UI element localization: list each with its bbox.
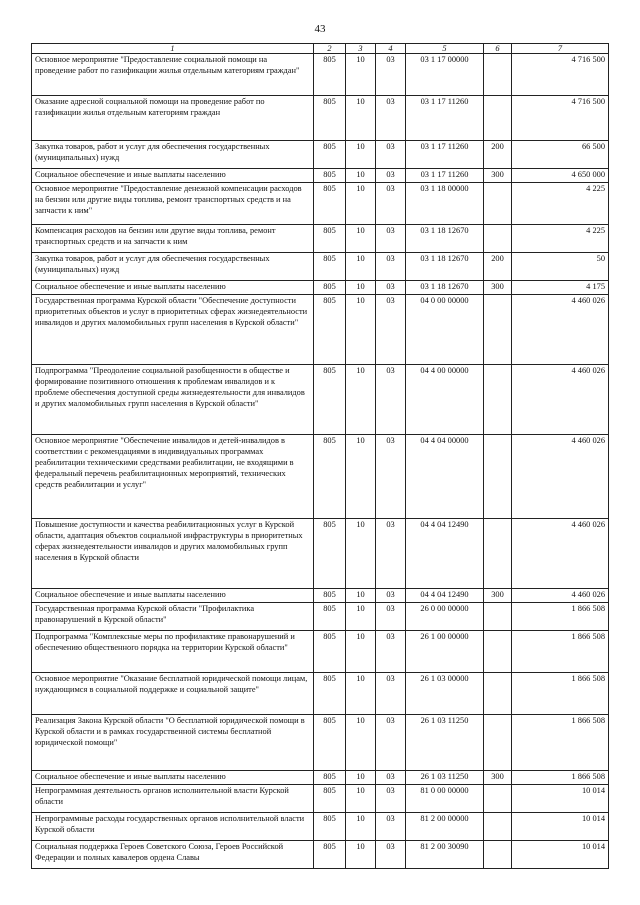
expense-type-cell (484, 785, 512, 813)
chapter-code-cell: 805 (314, 603, 346, 631)
expense-type-cell: 200 (484, 141, 512, 169)
section-code-cell: 10 (346, 589, 376, 603)
section-code-cell: 10 (346, 141, 376, 169)
amount-cell: 1 866 508 (512, 603, 609, 631)
subsection-code-cell: 03 (376, 169, 406, 183)
row-name-cell: Социальное обеспечение и иные выплаты населению (32, 169, 314, 183)
subsection-code-cell: 03 (376, 225, 406, 253)
section-code-cell: 10 (346, 295, 376, 365)
target-article-cell: 81 2 00 00000 (406, 813, 484, 841)
chapter-code-cell: 805 (314, 281, 346, 295)
target-article-cell: 03 1 17 00000 (406, 54, 484, 96)
row-name-cell: Государственная программа Курской области "Обеспечение доступности приоритетных объектов и услуг в приоритетных сферах жизнедеятельности инвалидов и других маломобильных групп населения в Курской области" (32, 295, 314, 365)
expense-type-cell: 300 (484, 771, 512, 785)
target-article-cell: 03 1 18 12670 (406, 225, 484, 253)
section-code-cell: 10 (346, 603, 376, 631)
chapter-code-cell: 805 (314, 54, 346, 96)
amount-cell: 4 175 (512, 281, 609, 295)
subsection-code-cell: 03 (376, 813, 406, 841)
table-row (32, 225, 609, 253)
row-name-cell: Компенсация расходов на бензин или другие виды топлива, ремонт транспортных средств и на запчасти к ним (32, 225, 314, 253)
chapter-code-cell: 805 (314, 813, 346, 841)
section-code-cell: 10 (346, 631, 376, 673)
page-number: 43 (314, 23, 326, 35)
chapter-code-cell: 805 (314, 225, 346, 253)
row-name-cell: Закупка товаров, работ и услуг для обеспечения государственных (муниципальных) нужд (32, 141, 314, 169)
budget-table (31, 43, 609, 869)
column-header: 7 (512, 44, 609, 54)
amount-cell: 4 716 500 (512, 54, 609, 96)
column-header: 2 (314, 44, 346, 54)
expense-type-cell (484, 365, 512, 435)
amount-cell: 1 866 508 (512, 631, 609, 673)
table-row (32, 295, 609, 365)
table-row (32, 841, 609, 869)
chapter-code-cell: 805 (314, 169, 346, 183)
target-article-cell: 03 1 17 11260 (406, 169, 484, 183)
expense-type-cell: 300 (484, 169, 512, 183)
expense-type-cell (484, 813, 512, 841)
row-name-cell: Повышение доступности и качества реабилитационных услуг в Курской области, адаптация объектов социальной инфраструктуры в приоритетных сферах жизнедеятельности инвалидов и других маломобильных групп населения в Курской области (32, 519, 314, 589)
chapter-code-cell: 805 (314, 295, 346, 365)
subsection-code-cell: 03 (376, 603, 406, 631)
section-code-cell: 10 (346, 183, 376, 225)
target-article-cell: 26 0 00 00000 (406, 603, 484, 631)
row-name-cell: Реализация Закона Курской области "О бесплатной юридической помощи в Курской области и в рамках государственной системы бесплатной юридической помощи" (32, 715, 314, 771)
row-name-cell: Основное мероприятие "Обеспечение инвалидов и детей-инвалидов в соответствии с рекомендациями в индивидуальных программах реабилитации техническими средствами реабилитации, не входящими в федеральный перечень реабилитационных мероприятий, технических средств реабилитации и услуг" (32, 435, 314, 519)
subsection-code-cell: 03 (376, 841, 406, 869)
chapter-code-cell: 805 (314, 589, 346, 603)
target-article-cell: 81 2 00 30090 (406, 841, 484, 869)
table-row (32, 785, 609, 813)
target-article-cell: 03 1 18 00000 (406, 183, 484, 225)
section-code-cell: 10 (346, 813, 376, 841)
subsection-code-cell: 03 (376, 365, 406, 435)
target-article-cell: 26 1 00 00000 (406, 631, 484, 673)
section-code-cell: 10 (346, 435, 376, 519)
table-row (32, 771, 609, 785)
chapter-code-cell: 805 (314, 715, 346, 771)
target-article-cell: 03 1 17 11260 (406, 141, 484, 169)
chapter-code-cell: 805 (314, 519, 346, 589)
expense-type-cell (484, 673, 512, 715)
target-article-cell: 04 4 04 12490 (406, 519, 484, 589)
section-code-cell: 10 (346, 841, 376, 869)
table-row (32, 715, 609, 771)
row-name-cell: Основное мероприятие "Оказание бесплатной юридической помощи лицам, нуждающимся в социальной поддержке и социальной защите" (32, 673, 314, 715)
amount-cell: 4 460 026 (512, 365, 609, 435)
amount-cell: 4 225 (512, 183, 609, 225)
section-code-cell: 10 (346, 673, 376, 715)
chapter-code-cell: 805 (314, 631, 346, 673)
subsection-code-cell: 03 (376, 785, 406, 813)
table-row (32, 96, 609, 141)
amount-cell: 1 866 508 (512, 771, 609, 785)
subsection-code-cell: 03 (376, 589, 406, 603)
amount-cell: 1 866 508 (512, 715, 609, 771)
table-row (32, 365, 609, 435)
row-name-cell: Государственная программа Курской области "Профилактика правонарушений в Курской области" (32, 603, 314, 631)
row-name-cell: Социальное обеспечение и иные выплаты населению (32, 771, 314, 785)
table-row (32, 813, 609, 841)
subsection-code-cell: 03 (376, 435, 406, 519)
amount-cell: 4 225 (512, 225, 609, 253)
subsection-code-cell: 03 (376, 141, 406, 169)
subsection-code-cell: 03 (376, 183, 406, 225)
target-article-cell: 03 1 18 12670 (406, 253, 484, 281)
row-name-cell: Социальное обеспечение и иные выплаты населению (32, 281, 314, 295)
amount-cell: 4 460 026 (512, 435, 609, 519)
section-code-cell: 10 (346, 281, 376, 295)
row-name-cell: Основное мероприятие "Предоставление денежной компенсации расходов на бензин или другие виды топлива, ремонт транспортных средств и на запчасти к ним" (32, 183, 314, 225)
subsection-code-cell: 03 (376, 253, 406, 281)
amount-cell: 50 (512, 253, 609, 281)
target-article-cell: 03 1 17 11260 (406, 96, 484, 141)
row-name-cell: Подпрограмма "Преодоление социальной разобщенности в обществе и формирование позитивного отношения к проблемам инвалидов и к проблеме обеспечения доступной среды жизнедеятельности для инвалидов и других маломобильных групп населения в Курской области" (32, 365, 314, 435)
expense-type-cell (484, 519, 512, 589)
section-code-cell: 10 (346, 54, 376, 96)
chapter-code-cell: 805 (314, 96, 346, 141)
amount-cell: 10 014 (512, 841, 609, 869)
column-header: 3 (346, 44, 376, 54)
column-header: 4 (376, 44, 406, 54)
amount-cell: 1 866 508 (512, 673, 609, 715)
subsection-code-cell: 03 (376, 295, 406, 365)
section-code-cell: 10 (346, 169, 376, 183)
table-row (32, 435, 609, 519)
expense-type-cell: 300 (484, 589, 512, 603)
subsection-code-cell: 03 (376, 631, 406, 673)
expense-type-cell (484, 435, 512, 519)
target-article-cell: 04 0 00 00000 (406, 295, 484, 365)
expense-type-cell (484, 603, 512, 631)
expense-type-cell (484, 841, 512, 869)
table-row (32, 603, 609, 631)
target-article-cell: 81 0 00 00000 (406, 785, 484, 813)
target-article-cell: 26 1 03 00000 (406, 673, 484, 715)
subsection-code-cell: 03 (376, 715, 406, 771)
target-article-cell: 03 1 18 12670 (406, 281, 484, 295)
table-row (32, 54, 609, 96)
row-name-cell: Подпрограмма "Комплексные меры по профилактике правонарушений и обеспечению общественного порядка на территории Курской области" (32, 631, 314, 673)
table-row (32, 253, 609, 281)
amount-cell: 10 014 (512, 813, 609, 841)
expense-type-cell: 200 (484, 253, 512, 281)
table-row (32, 673, 609, 715)
chapter-code-cell: 805 (314, 365, 346, 435)
chapter-code-cell: 805 (314, 141, 346, 169)
table-row (32, 169, 609, 183)
subsection-code-cell: 03 (376, 281, 406, 295)
amount-cell: 4 460 026 (512, 589, 609, 603)
column-header: 6 (484, 44, 512, 54)
section-code-cell: 10 (346, 519, 376, 589)
chapter-code-cell: 805 (314, 673, 346, 715)
table-header-row (32, 44, 609, 54)
section-code-cell: 10 (346, 253, 376, 281)
table-row (32, 589, 609, 603)
expense-type-cell (484, 96, 512, 141)
chapter-code-cell: 805 (314, 841, 346, 869)
expense-type-cell (484, 295, 512, 365)
column-header: 5 (406, 44, 484, 54)
row-name-cell: Непрограммная деятельность органов исполнительной власти Курской области (32, 785, 314, 813)
amount-cell: 66 500 (512, 141, 609, 169)
expense-type-cell (484, 54, 512, 96)
row-name-cell: Закупка товаров, работ и услуг для обеспечения государственных (муниципальных) нужд (32, 253, 314, 281)
subsection-code-cell: 03 (376, 96, 406, 141)
row-name-cell: Основное мероприятие "Предоставление социальной помощи на проведение работ по газификации жилья отдельным категориям граждан" (32, 54, 314, 96)
amount-cell: 4 650 000 (512, 169, 609, 183)
table-row (32, 141, 609, 169)
amount-cell: 4 716 500 (512, 96, 609, 141)
section-code-cell: 10 (346, 771, 376, 785)
subsection-code-cell: 03 (376, 771, 406, 785)
table-row (32, 519, 609, 589)
table-row (32, 281, 609, 295)
expense-type-cell (484, 631, 512, 673)
target-article-cell: 26 1 03 11250 (406, 771, 484, 785)
section-code-cell: 10 (346, 785, 376, 813)
table-row (32, 183, 609, 225)
subsection-code-cell: 03 (376, 673, 406, 715)
chapter-code-cell: 805 (314, 183, 346, 225)
section-code-cell: 10 (346, 96, 376, 141)
expense-type-cell (484, 715, 512, 771)
section-code-cell: 10 (346, 365, 376, 435)
chapter-code-cell: 805 (314, 771, 346, 785)
amount-cell: 4 460 026 (512, 295, 609, 365)
expense-type-cell (484, 225, 512, 253)
amount-cell: 10 014 (512, 785, 609, 813)
subsection-code-cell: 03 (376, 54, 406, 96)
table-row (32, 631, 609, 673)
chapter-code-cell: 805 (314, 435, 346, 519)
expense-type-cell (484, 183, 512, 225)
target-article-cell: 04 4 04 00000 (406, 435, 484, 519)
row-name-cell: Социальная поддержка Героев Советского Союза, Героев Российской Федерации и полных кавалеров ордена Славы (32, 841, 314, 869)
expense-type-cell: 300 (484, 281, 512, 295)
target-article-cell: 04 4 00 00000 (406, 365, 484, 435)
target-article-cell: 26 1 03 11250 (406, 715, 484, 771)
subsection-code-cell: 03 (376, 519, 406, 589)
row-name-cell: Социальное обеспечение и иные выплаты населению (32, 589, 314, 603)
section-code-cell: 10 (346, 225, 376, 253)
column-header: 1 (32, 44, 314, 54)
chapter-code-cell: 805 (314, 253, 346, 281)
row-name-cell: Оказание адресной социальной помощи на проведение работ по газификации жилья отдельным категориям граждан (32, 96, 314, 141)
target-article-cell: 04 4 04 12490 (406, 589, 484, 603)
chapter-code-cell: 805 (314, 785, 346, 813)
amount-cell: 4 460 026 (512, 519, 609, 589)
section-code-cell: 10 (346, 715, 376, 771)
row-name-cell: Непрограммные расходы государственных органов исполнительной власти Курской области (32, 813, 314, 841)
